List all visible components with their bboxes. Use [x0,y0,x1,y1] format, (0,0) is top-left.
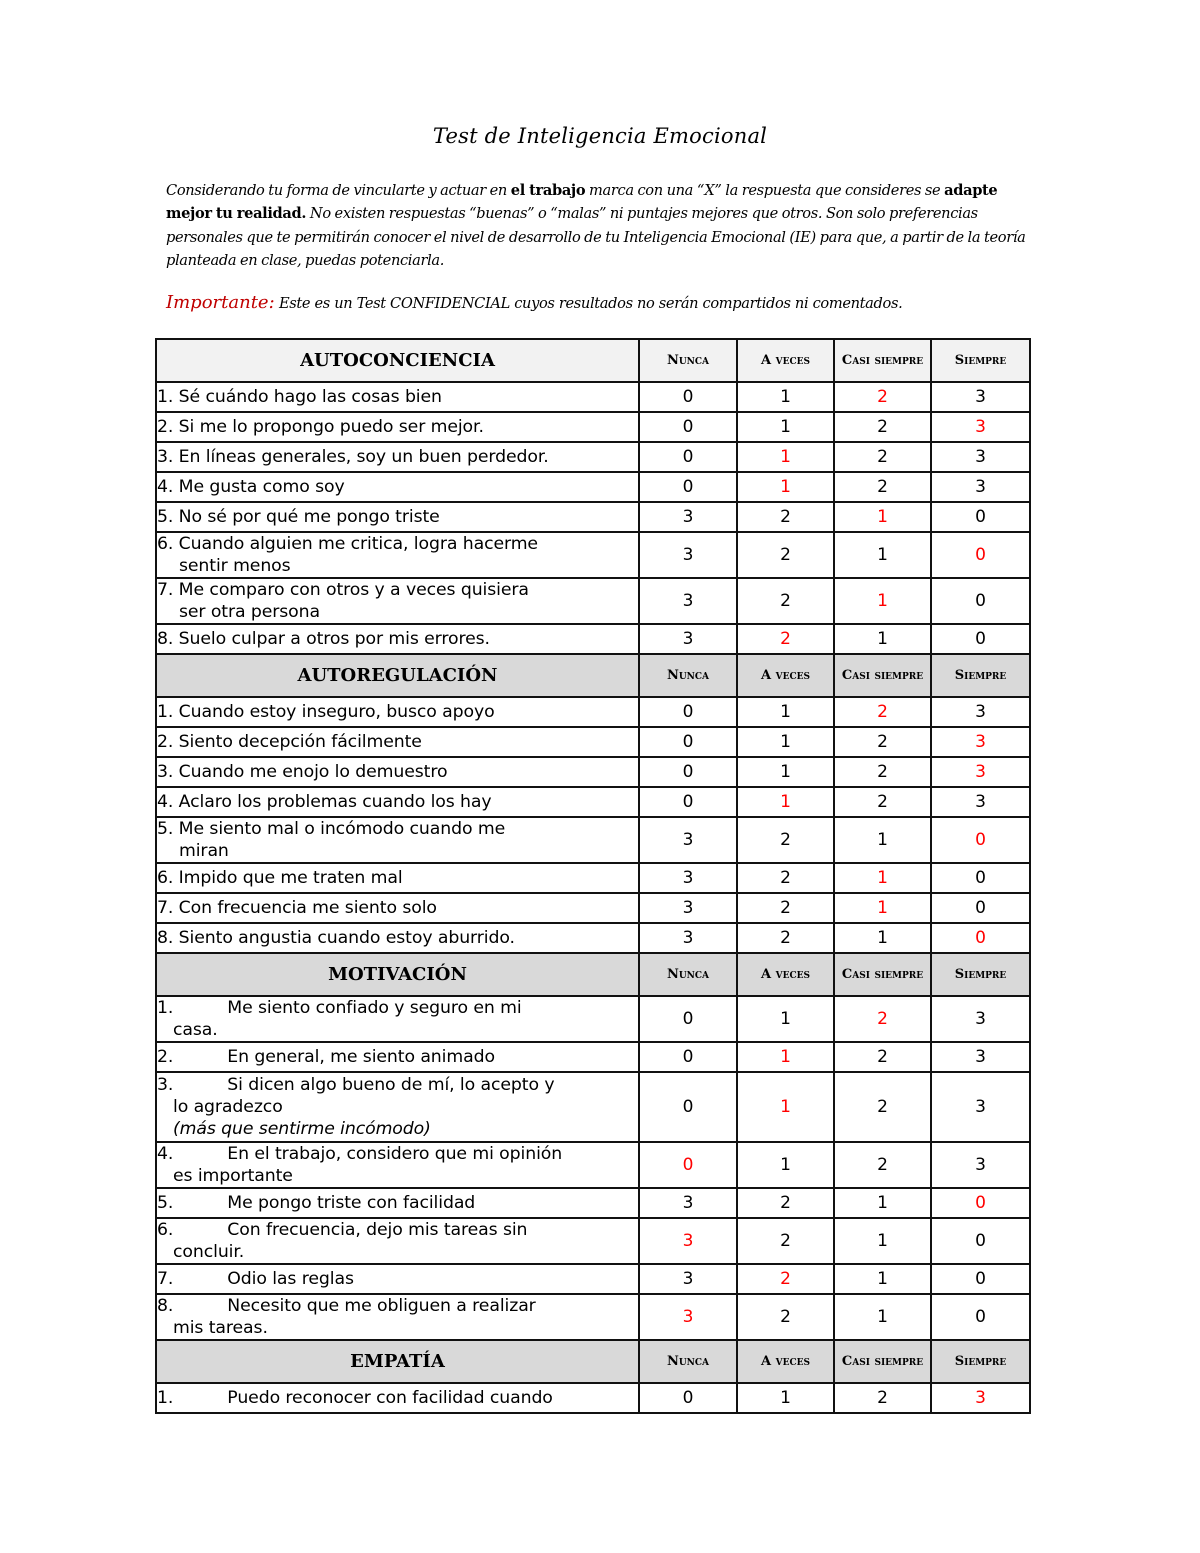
section-title: MOTIVACIÓN [156,953,639,996]
item-note: (más que sentirme incómodo) [173,1119,431,1139]
item-number: 1. [157,1388,174,1408]
answer-cell-selected[interactable]: 1 [737,1042,834,1072]
answer-cell[interactable]: 0 [931,578,1030,624]
table-row [156,1218,1030,1264]
table-row [156,1142,1030,1188]
column-header-siempre: Siempre [931,953,1030,996]
answer-cell[interactable]: 3 [639,923,737,953]
item-question [156,624,639,654]
answer-cell[interactable]: 1 [834,1188,931,1218]
answer-cell-selected[interactable]: 0 [931,532,1030,578]
answer-cell[interactable]: 2 [834,1142,931,1188]
answer-cell[interactable]: 0 [931,624,1030,654]
item-text: 6. Cuando alguien me critica, logra hacerme [157,534,538,554]
answer-cell-selected[interactable]: 1 [737,787,834,817]
answer-cell[interactable]: 1 [737,697,834,727]
item-question [156,1294,639,1340]
answer-cell[interactable]: 3 [931,1042,1030,1072]
column-header-nunca: Nunca [639,953,737,996]
answer-cell-selected[interactable]: 0 [931,817,1030,863]
table-row [156,1188,1030,1218]
item-question [156,893,639,923]
answer-cell[interactable]: 2 [737,532,834,578]
column-header-casi-siempre: Casi siempre [834,1340,931,1383]
important-text: Este es un Test CONFIDENCIAL cuyos resultados no serán compartidos ni comentados. [274,295,903,312]
item-text: 4. Me gusta como soy [157,477,345,497]
answer-cell[interactable]: 3 [639,578,737,624]
item-text: 7. Con frecuencia me siento solo [157,898,437,918]
column-header-siempre: Siempre [931,654,1030,697]
answer-cell[interactable]: 1 [737,757,834,787]
table-row [156,412,1030,442]
item-text: 8. Suelo culpar a otros por mis errores. [157,629,490,649]
answer-cell[interactable]: 0 [639,382,737,412]
emotional-intelligence-table [155,338,1031,1414]
answer-cell[interactable]: 0 [639,442,737,472]
column-header-a-veces: A veces [737,953,834,996]
answer-cell[interactable]: 2 [834,1383,931,1413]
item-text: 5. No sé por qué me pongo triste [157,507,440,527]
intro-paragraph [166,179,1046,273]
table-row [156,923,1030,953]
table-row [156,442,1030,472]
column-header-nunca: Nunca [639,654,737,697]
table-row [156,817,1030,863]
answer-cell[interactable]: 2 [834,442,931,472]
answer-cell[interactable]: 3 [931,442,1030,472]
answer-cell[interactable]: 1 [737,412,834,442]
intro-bold-adapte: adapte mejor tu realidad. [166,182,998,223]
item-question [156,1042,639,1072]
answer-cell[interactable]: 3 [639,1264,737,1294]
column-header-siempre: Siempre [931,339,1030,382]
answer-cell-selected[interactable]: 1 [737,472,834,502]
table-row [156,502,1030,532]
item-question [156,1218,639,1264]
answer-cell[interactable]: 2 [737,1188,834,1218]
answer-cell-selected[interactable]: 2 [834,697,931,727]
item-number: 7. [157,1269,174,1289]
answer-cell-selected[interactable]: 2 [737,1264,834,1294]
column-header-a-veces: A veces [737,1340,834,1383]
item-text: 4. Aclaro los problemas cuando los hay [157,792,492,812]
answer-cell[interactable]: 2 [834,727,931,757]
answer-cell[interactable]: 3 [931,787,1030,817]
intro-text: Considerando tu forma de vincularte y actuar en [166,182,511,199]
item-question [156,757,639,787]
answer-cell[interactable]: 2 [737,817,834,863]
answer-cell[interactable]: 1 [834,532,931,578]
answer-cell-selected[interactable]: 3 [931,757,1030,787]
answer-cell[interactable]: 1 [737,1383,834,1413]
answer-cell-selected[interactable]: 2 [834,996,931,1042]
column-header-casi-siempre: Casi siempre [834,654,931,697]
answer-cell[interactable]: 0 [639,412,737,442]
answer-cell[interactable]: 2 [737,923,834,953]
item-text: 2. Siento decepción fácilmente [157,732,422,752]
answer-cell[interactable]: 0 [931,1264,1030,1294]
section-header-motivacion [156,953,1030,996]
answer-cell[interactable]: 2 [834,1072,931,1142]
item-text: 1. Sé cuándo hago las cosas bien [157,387,442,407]
table-row [156,624,1030,654]
answer-cell[interactable]: 0 [931,502,1030,532]
item-text-continued: concluir. [173,1242,245,1262]
answer-cell[interactable]: 3 [639,893,737,923]
answer-cell[interactable]: 1 [834,923,931,953]
column-header-casi-siempre: Casi siempre [834,953,931,996]
table-row [156,1294,1030,1340]
answer-cell[interactable]: 0 [639,996,737,1042]
answer-cell[interactable]: 1 [737,727,834,757]
item-question [156,578,639,624]
item-text-continued: ser otra persona [179,602,320,622]
table-row [156,727,1030,757]
item-number: 1. [157,998,174,1018]
answer-cell[interactable]: 1 [834,624,931,654]
item-question [156,996,639,1042]
table-row [156,1042,1030,1072]
table-row [156,893,1030,923]
item-question [156,382,639,412]
section-header-autoconciencia [156,339,1030,382]
table-row [156,1383,1030,1413]
item-number: 3. [157,1075,174,1095]
answer-cell-selected[interactable]: 0 [931,923,1030,953]
table-row [156,472,1030,502]
table-row [156,382,1030,412]
item-text: Me pongo triste con facilidad [227,1193,476,1213]
item-text-continued: mis tareas. [173,1318,268,1338]
answer-cell[interactable]: 3 [931,472,1030,502]
answer-cell[interactable]: 0 [931,1218,1030,1264]
answer-cell-selected[interactable]: 1 [834,893,931,923]
intro-bold-trabajo: el trabajo [510,182,586,199]
answer-cell[interactable]: 0 [931,893,1030,923]
answer-cell[interactable]: 0 [639,1042,737,1072]
item-text: 3. En líneas generales, soy un buen perdedor. [157,447,549,467]
column-header-nunca: Nunca [639,1340,737,1383]
answer-cell[interactable]: 2 [834,472,931,502]
answer-cell-selected[interactable]: 2 [834,382,931,412]
answer-cell[interactable]: 2 [737,863,834,893]
answer-cell[interactable]: 0 [931,863,1030,893]
column-header-a-veces: A veces [737,654,834,697]
answer-cell[interactable]: 3 [639,532,737,578]
answer-cell[interactable]: 3 [931,382,1030,412]
item-text-continued: sentir menos [179,556,291,576]
item-question [156,472,639,502]
answer-cell[interactable]: 2 [737,578,834,624]
answer-cell[interactable]: 2 [737,1218,834,1264]
answer-cell[interactable]: 3 [639,817,737,863]
column-header-a-veces: A veces [737,339,834,382]
item-question [156,923,639,953]
answer-cell[interactable]: 3 [931,996,1030,1042]
column-header-casi-siempre: Casi siempre [834,339,931,382]
answer-cell[interactable]: 0 [931,1294,1030,1340]
column-header-nunca: Nunca [639,339,737,382]
item-number: 2. [157,1047,174,1067]
answer-cell[interactable]: 2 [834,757,931,787]
answer-cell-selected[interactable]: 3 [639,1218,737,1264]
important-label: Importante: [166,292,275,313]
section-header-empatia [156,1340,1030,1383]
item-text: 2. Si me lo propongo puedo ser mejor. [157,417,484,437]
item-question [156,1383,639,1413]
item-text: Si dicen algo bueno de mí, lo acepto y [227,1075,555,1095]
item-text: 8. Siento angustia cuando estoy aburrido. [157,928,515,948]
item-question [156,863,639,893]
answer-cell[interactable]: 1 [737,382,834,412]
item-text-continued: miran [179,841,229,861]
table-row [156,863,1030,893]
item-question [156,1188,639,1218]
item-text: Me siento confiado y seguro en mi [227,998,522,1018]
section-title: AUTOCONCIENCIA [156,339,639,382]
item-text: En el trabajo, considero que mi opinión [227,1144,563,1164]
answer-cell[interactable]: 2 [737,1294,834,1340]
item-question [156,532,639,578]
table-row [156,1264,1030,1294]
answer-cell-selected[interactable]: 1 [834,578,931,624]
answer-cell[interactable]: 3 [639,502,737,532]
item-text: 1. Cuando estoy inseguro, busco apoyo [157,702,495,722]
answer-cell[interactable]: 0 [639,757,737,787]
item-text: 3. Cuando me enojo lo demuestro [157,762,448,782]
answer-cell-selected[interactable]: 2 [737,624,834,654]
answer-cell[interactable]: 3 [639,624,737,654]
answer-cell[interactable]: 2 [834,1042,931,1072]
answer-cell-selected[interactable]: 3 [639,1294,737,1340]
item-question [156,727,639,757]
item-text: Necesito que me obliguen a realizar [227,1296,536,1316]
item-number: 8. [157,1296,174,1316]
item-text: Odio las reglas [227,1269,354,1289]
answer-cell[interactable]: 3 [931,1072,1030,1142]
answer-cell-selected[interactable]: 3 [931,727,1030,757]
item-text: Puedo reconocer con facilidad cuando [227,1388,553,1408]
table-row [156,1072,1030,1142]
section-title: EMPATÍA [156,1340,639,1383]
answer-cell[interactable]: 0 [639,697,737,727]
item-question [156,1264,639,1294]
answer-cell[interactable]: 0 [639,787,737,817]
answer-cell[interactable]: 1 [834,1218,931,1264]
item-text: 6. Impido que me traten mal [157,868,403,888]
answer-cell[interactable]: 0 [639,472,737,502]
answer-cell[interactable]: 3 [931,697,1030,727]
answer-cell-selected[interactable]: 1 [834,502,931,532]
intro-text: marca con una “X” la respuesta que consideres se [585,182,945,199]
item-text-continued: es importante [173,1166,293,1186]
answer-cell-selected[interactable]: 1 [737,442,834,472]
answer-cell[interactable]: 1 [834,1264,931,1294]
table-row [156,697,1030,727]
answer-cell[interactable]: 2 [834,412,931,442]
item-text: Con frecuencia, dejo mis tareas sin [227,1220,528,1240]
answer-cell[interactable]: 0 [639,1383,737,1413]
answer-cell[interactable]: 3 [639,1188,737,1218]
answer-cell-selected[interactable]: 3 [931,412,1030,442]
item-number: 4. [157,1144,174,1164]
table-row [156,757,1030,787]
item-text: 7. Me comparo con otros y a veces quisiera [157,580,529,600]
answer-cell[interactable]: 1 [834,817,931,863]
column-header-siempre: Siempre [931,1340,1030,1383]
document-title: Test de Inteligencia Emocional [432,124,768,148]
item-text-continued: casa. [173,1020,218,1040]
answer-cell-selected[interactable]: 0 [931,1188,1030,1218]
table-row [156,578,1030,624]
table-row [156,532,1030,578]
item-question [156,442,639,472]
answer-cell-selected[interactable]: 3 [931,1383,1030,1413]
answer-cell[interactable]: 3 [639,863,737,893]
item-text-continued: lo agradezco [173,1097,283,1117]
item-text: En general, me siento animado [227,1047,495,1067]
answer-cell[interactable]: 1 [737,1142,834,1188]
answer-cell[interactable]: 3 [931,1142,1030,1188]
item-question [156,697,639,727]
item-question [156,1142,639,1188]
item-number: 5. [157,1193,174,1213]
section-header-autoregulacion [156,654,1030,697]
intro-text: No existen respuestas “buenas” o “malas” ni puntajes mejores que otros. Son solo preferencias personales que te permitirán conocer el nivel de desarrollo de tu Inteligencia Emocional (IE) para que, a partir de la teoría planteada en clase, puedas potenciarla. [166,205,1026,270]
item-question [156,817,639,863]
answer-cell-selected[interactable]: 0 [639,1142,737,1188]
item-number: 6. [157,1220,174,1240]
answer-cell[interactable]: 2 [834,787,931,817]
answer-cell[interactable]: 2 [737,502,834,532]
important-note [166,292,1046,313]
table-row [156,787,1030,817]
item-question [156,412,639,442]
item-text: 5. Me siento mal o incómodo cuando me [157,819,506,839]
section-title: AUTOREGULACIÓN [156,654,639,697]
item-question [156,502,639,532]
answer-cell[interactable]: 1 [737,996,834,1042]
answer-cell[interactable]: 0 [639,727,737,757]
answer-cell[interactable]: 1 [834,1294,931,1340]
item-question [156,787,639,817]
answer-cell-selected[interactable]: 1 [737,1072,834,1142]
answer-cell[interactable]: 0 [639,1072,737,1142]
answer-cell[interactable]: 2 [737,893,834,923]
table-row [156,996,1030,1042]
answer-cell-selected[interactable]: 1 [834,863,931,893]
item-question [156,1072,639,1142]
